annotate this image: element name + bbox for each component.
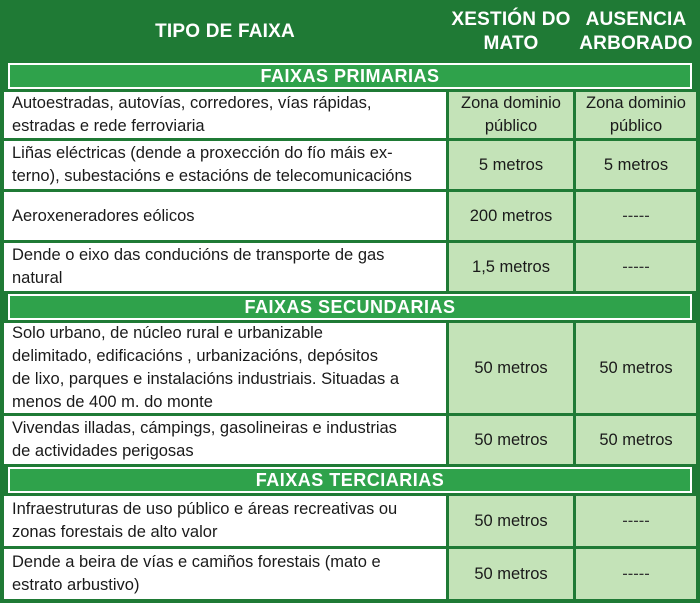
- header-mato-line2: MATO: [483, 33, 539, 54]
- table-row-desc: Infraestruturas de uso público e áreas recreativas ou zonas forestais de alto valor: [4, 496, 446, 546]
- table-row-arborado: -----: [576, 192, 696, 240]
- header-tipo-de-faixa: [4, 4, 446, 60]
- table-row-arborado: 5 metros: [576, 141, 696, 189]
- table-row-desc: Vivendas illadas, cámpings, gasolineiras e industrias de actividades perigosas: [4, 416, 446, 464]
- section-secundarias: [8, 294, 692, 320]
- table-row-desc: Aeroxeneradores eólicos: [4, 192, 446, 240]
- section-title: FAIXAS SECUNDARIAS: [244, 296, 456, 317]
- table-row-mato: 50 metros: [449, 416, 573, 464]
- section-title: FAIXAS PRIMARIAS: [260, 65, 440, 86]
- header-arb-line1: AUSENCIA: [585, 9, 687, 30]
- header-arb-line2: ARBORADO: [579, 33, 693, 54]
- table-row-mato: 50 metros: [449, 323, 573, 413]
- header-tipo-label: TIPO DE FAIXA: [155, 21, 295, 42]
- table-row-desc: Solo urbano, de núcleo rural e urbanizable delimitado, edificacións , urbanizacións, depósitos de lixo, parques e instalacións industriais. Situadas a menos de 400 m. do monte: [4, 323, 446, 413]
- table-row-desc: Autoestradas, autovías, corredores, vías rápidas, estradas e rede ferroviaria: [4, 92, 446, 138]
- table-row-desc: Liñas eléctricas (dende a proxección do fío máis ex- terno), subestacións e estacións de telecomunicacións: [4, 141, 446, 189]
- table-row-arborado: -----: [576, 243, 696, 291]
- table-row-mato: Zona dominio público: [449, 92, 573, 138]
- section-title: FAIXAS TERCIARIAS: [255, 469, 445, 490]
- header-ausencia-arborado: [576, 4, 696, 60]
- table-row-desc: Dende o eixo das conducións de transporte de gas natural: [4, 243, 446, 291]
- section-primarias: [8, 63, 692, 89]
- section-terciarias: [8, 467, 692, 493]
- table-row-mato: 5 metros: [449, 141, 573, 189]
- table-row-arborado: -----: [576, 496, 696, 546]
- table-row-arborado: 50 metros: [576, 416, 696, 464]
- table-row-arborado: 50 metros: [576, 323, 696, 413]
- table-row-mato: 200 metros: [449, 192, 573, 240]
- table-row-mato: 50 metros: [449, 549, 573, 599]
- table-row-arborado: Zona dominio público: [576, 92, 696, 138]
- header-mato-line1: XESTIÓN DO: [451, 9, 571, 30]
- header-xestion-do-mato: [449, 4, 573, 60]
- table-row-arborado: -----: [576, 549, 696, 599]
- table-row-mato: 1,5 metros: [449, 243, 573, 291]
- table-row-desc: Dende a beira de vías e camiños forestais (mato e estrato arbustivo): [4, 549, 446, 599]
- table-row-mato: 50 metros: [449, 496, 573, 546]
